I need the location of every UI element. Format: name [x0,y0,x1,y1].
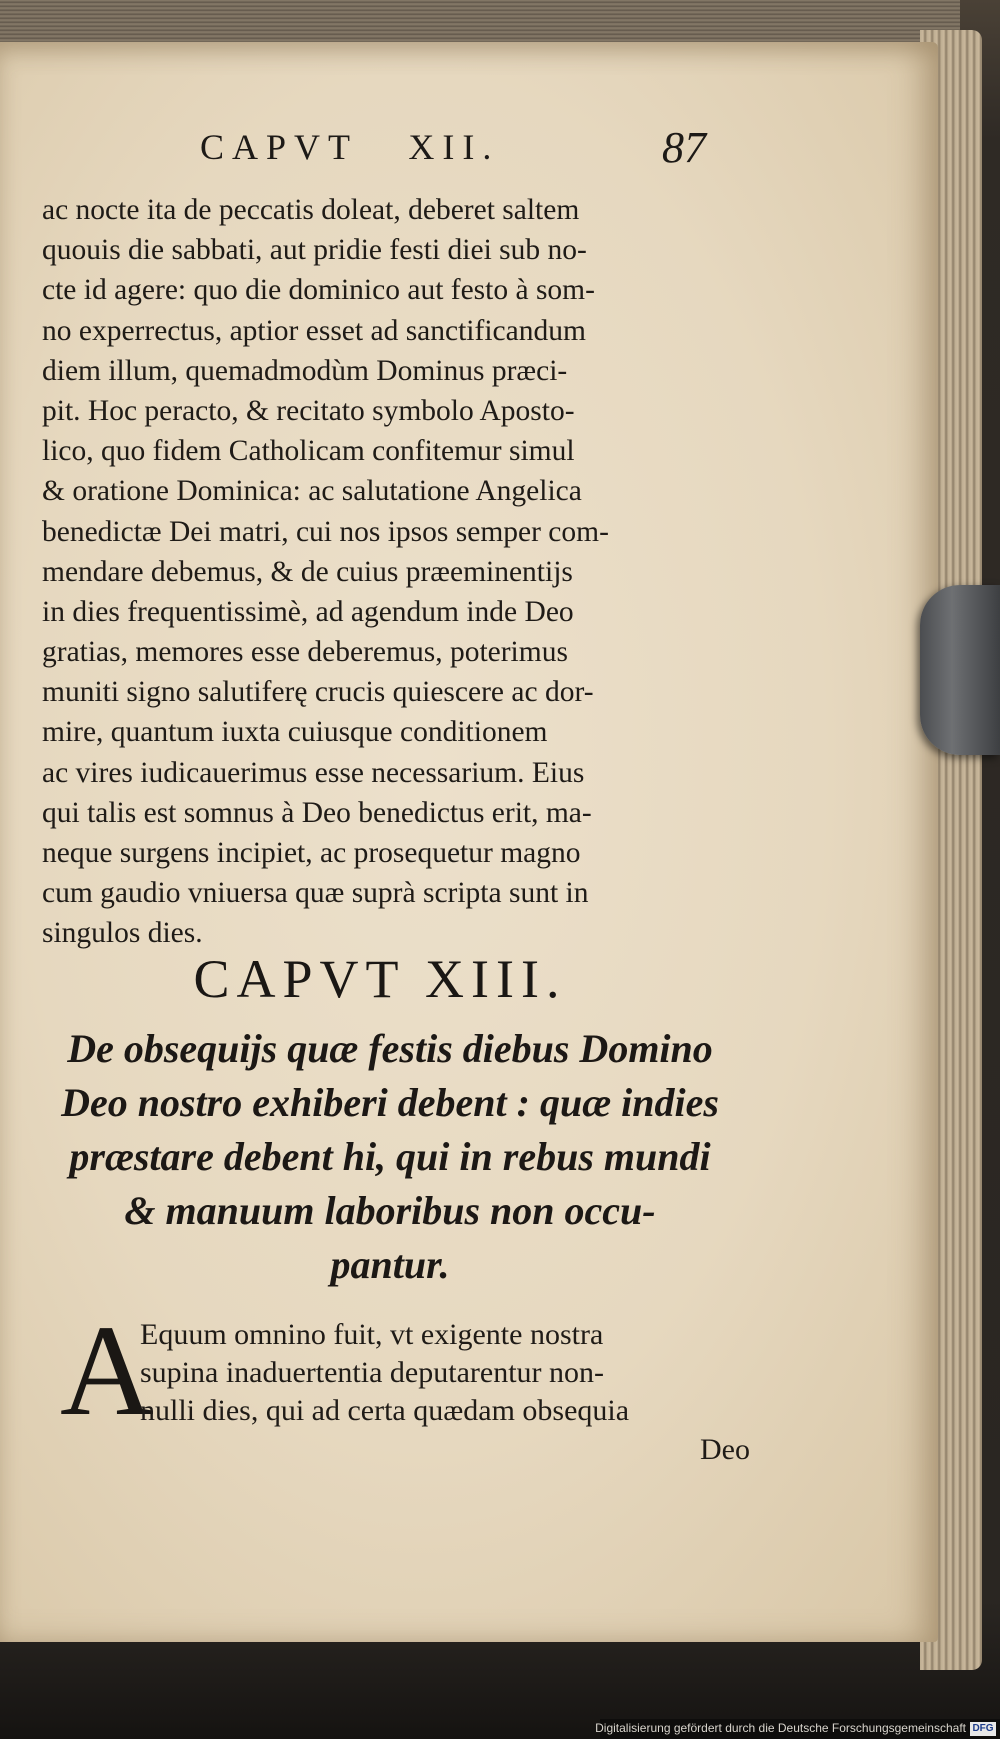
text-line: singulos dies. [42,917,203,950]
text-line: quouis die sabbati, aut pridie festi diei sub no- [42,234,587,267]
text-line: pit. Hoc peracto, & recitato symbolo Aposto- [42,394,575,427]
subtitle-line: pantur. [330,1242,450,1287]
text-line: benedictæ Dei matri, cui nos ipsos semper com- [42,515,609,548]
subtitle-line: De obsequijs quæ festis diebus Domino [67,1026,713,1071]
text-line: cte id agere: quo die dominico aut festo à som- [42,274,595,307]
chapter-subtitle [30,1022,750,1292]
text-line: neque surgens incipiet, ac prosequetur magno [42,837,581,869]
text-line: no experrectus, aptior esset ad sanctificandum [42,314,586,347]
catchword: Deo [700,1433,750,1466]
text-line: muniti signo salutiferę crucis quiescere ac dor- [42,676,594,709]
subtitle-line: Deo nostro exhiberi debent : quæ indies [61,1080,719,1125]
subtitle-line: præstare debent hi, qui in rebus mundi [69,1134,711,1179]
chapter-heading: CAPVT XIII. [193,949,567,1009]
text-line: diem illum, quemadmodùm Dominus præci- [42,354,568,387]
text-line: Equum omnino fuit, vt exigente nostra [140,1318,604,1351]
running-head-title: CAPVT XII. [200,127,500,167]
text-line: gratias, memores esse deberemus, poterimus [42,636,568,669]
bookmark-tab [920,585,1000,755]
drop-cap: A [60,1299,154,1443]
text-line: supina inaduertentia deputarentur non- [140,1356,605,1389]
text-line: qui talis est somnus à Deo benedictus erit, ma- [42,796,592,829]
text-line: lico, quo fidem Catholicam confitemur simul [42,435,575,468]
text-line: & oratione Dominica: ac salutatione Angelica [42,475,582,508]
footer-credit [595,1719,1000,1739]
page-number: 87 [662,123,706,172]
subtitle-line: & manuum laboribus non occu- [124,1188,656,1233]
text-line: ac vires iudicauerimus esse necessarium. Eius [42,756,585,789]
text-line: cum gaudio vniuersa quæ suprà scripta sunt in [42,877,589,910]
paragraph-text [140,1316,760,1430]
text-line: mire, quantum iuxta cuiusque conditionem [42,716,548,749]
text-line: mendare debemus, & de cuius præeminentijs [42,555,573,588]
dfg-logo: DFG [970,1722,996,1736]
text-line: in dies frequentissimè, ad agendum inde Deo [42,595,574,628]
body-text [42,190,742,954]
footer-credit-text: Digitalisierung gefördert durch die Deutsche Forschungsgemeinschaft [595,1721,966,1735]
text-line: nulli dies, qui ad certa quædam obsequia [140,1394,630,1427]
text-line: ac nocte ita de peccatis doleat, deberet saltem [42,194,580,226]
running-head [200,122,760,172]
